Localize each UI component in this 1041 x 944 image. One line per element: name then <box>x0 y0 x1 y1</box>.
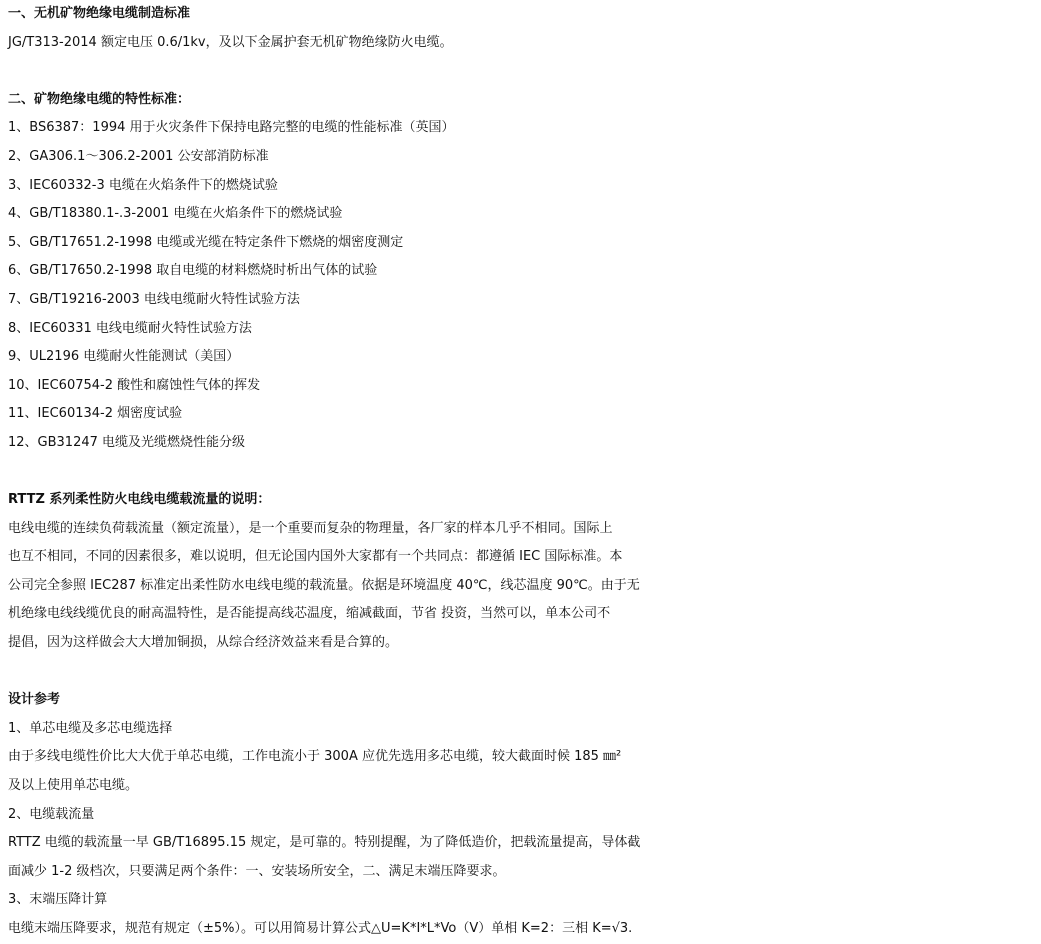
list-item: 4、GB/T18380.1-.3-2001 电缆在火焰条件下的燃烧试验 <box>8 206 343 222</box>
paragraph-line: 也互不相同，不同的因素很多，难以说明，但无论国内国外大家都有一个共同点：都遵循 IEC 国际标准。本 <box>8 549 623 565</box>
spacer <box>8 57 1038 86</box>
list-item: 3、IEC60332-3 电缆在火焰条件下的燃烧试验 <box>8 177 278 193</box>
paragraph-line: RTTZ 电缆的载流量一早 GB/T16895.15 规定，是可靠的。特别提醒，为了降低造价，把载流量提高，导体截 <box>8 835 641 851</box>
list-item: 10、IEC60754-2 酸性和腐蚀性气体的挥发 <box>8 377 261 393</box>
list-item: 12、GB31247 电缆及光缆燃烧性能分级 <box>8 434 246 450</box>
paragraph-line: 提倡，因为这样做会大大增加铜损，从综合经济效益来看是合算的。 <box>8 635 399 651</box>
subsection-title: 3、末端压降计算 <box>8 892 108 908</box>
list-item: 7、GB/T19216-2003 电线电缆耐火特性试验方法 <box>8 291 300 307</box>
subsection-title: 2、电缆载流量 <box>8 806 95 822</box>
section-design-reference <box>8 686 1038 943</box>
section-rttz-ampacity-description <box>8 486 1038 658</box>
section-characteristic-standards <box>8 86 1038 458</box>
list-item: 8、IEC60331 电线电缆耐火特性试验方法 <box>8 320 252 336</box>
paragraph-line: 面减少 1-2 级档次，只要满足两个条件：一、安装场所安全，二、满足末端压降要求。 <box>8 863 506 879</box>
list-item: 2、GA306.1～306.2-2001 公安部消防标准 <box>8 148 269 164</box>
section-mineral-cable-manufacturing-standard <box>8 0 1038 57</box>
paragraph-line: 电线电缆的连续负荷载流量（额定流量），是一个重要而复杂的物理量，各厂家的样本几乎不相同。国际上 <box>8 520 613 536</box>
subsection-title: 1、单芯电缆及多芯电缆选择 <box>8 720 173 736</box>
section-heading: RTTZ 系列柔性防火电线电缆载流量的说明： <box>8 492 271 508</box>
paragraph-line: 公司完全参照 IEC287 标准定出柔性防水电线电缆的载流量。依据是环境温度 40℃，线芯温度 90℃。由于无 <box>8 577 640 593</box>
list-item: 1、BS6387：1994 用于火灾条件下保持电路完整的电缆的性能标准（英国） <box>8 120 455 136</box>
spacer <box>8 458 1038 487</box>
section-heading: 设计参考 <box>8 692 61 708</box>
standard-line: JG/T313-2014 额定电压 0.6/1kv，及以下金属护套无机矿物绝缘防火电缆。 <box>8 34 453 50</box>
paragraph-line: 由于多线电缆性价比大大优于单芯电缆，工作电流小于 300A 应优先选用多芯电缆，较大截面时候 185 ㎜² <box>8 749 622 765</box>
paragraph-line: 及以上使用单芯电缆。 <box>8 778 139 794</box>
paragraph-line: 电缆末端压降要求，规范有规定（±5%）。可以用简易计算公式△U=K*I*L*Vo（V）单相 K=2：三相 K=√3. <box>8 921 633 936</box>
document <box>8 0 1038 944</box>
paragraph-line: 机绝缘电线线缆优良的耐高温特性，是否能提高线芯温度，缩减截面，节省 投资，当然可以，单本公司不 <box>8 606 611 622</box>
spacer <box>8 658 1038 687</box>
list-item: 5、GB/T17651.2-1998 电缆或光缆在特定条件下燃烧的烟密度测定 <box>8 234 404 250</box>
list-item: 11、IEC60134-2 烟密度试验 <box>8 406 183 422</box>
list-item: 6、GB/T17650.2-1998 取自电缆的材料燃烧时析出气体的试验 <box>8 263 378 279</box>
section-heading: 一、无机矿物绝缘电缆制造标准 <box>8 6 191 21</box>
section-heading: 二、矿物绝缘电缆的特性标准： <box>8 91 191 107</box>
list-item: 9、UL2196 电缆耐火性能测试（美国） <box>8 349 240 365</box>
